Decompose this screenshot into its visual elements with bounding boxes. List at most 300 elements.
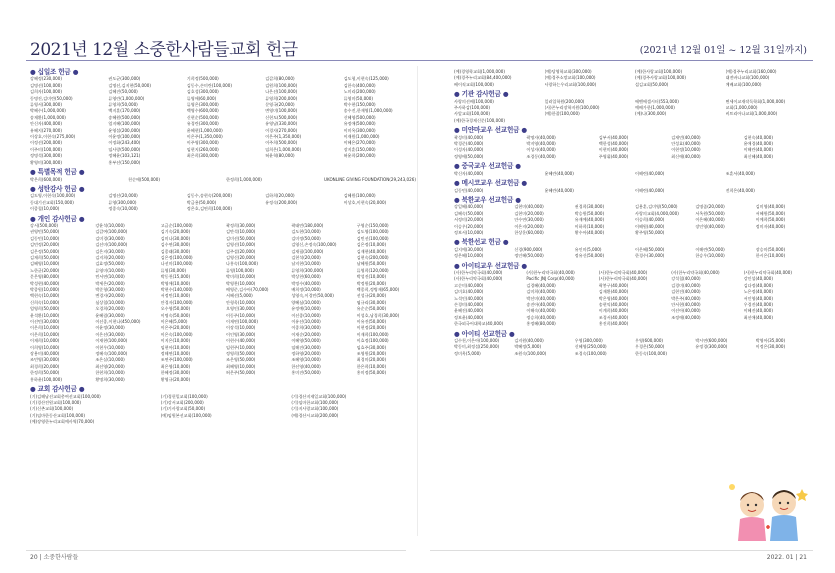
donor-entry: 정하영(20,000) bbox=[291, 351, 321, 357]
donor-entry: 윤혜림(30,000) bbox=[95, 312, 125, 318]
donor-entry: 손경미(40,000) bbox=[454, 302, 484, 307]
section-title bbox=[454, 197, 525, 203]
donor-entry: 김재환(40,000) bbox=[598, 289, 629, 295]
bullet-icon: ● bbox=[454, 179, 462, 188]
donor-entry: 김종래(30,000) bbox=[160, 248, 191, 254]
donor-entry: 문영국(20,000) bbox=[265, 102, 295, 108]
section-title-label: 교회 감사헌금 bbox=[37, 385, 77, 394]
donor-entry: 송진아(40,000) bbox=[526, 302, 556, 307]
donor-entry: 강석철(40,000) bbox=[671, 276, 701, 282]
section-title bbox=[454, 127, 531, 133]
donor-entry: 민서연(10,000) bbox=[95, 274, 125, 280]
donor-entry: 이상호,이현숙(275,000) bbox=[30, 134, 76, 140]
period-label: (2021년 12월 01일 ~ 12월 31일까지) bbox=[639, 45, 807, 56]
donor-entry: 김민정(20,000) bbox=[30, 242, 60, 248]
donor-entry: 김미영(40,000) bbox=[755, 204, 786, 210]
donor-entry: 이예희(50,000) bbox=[755, 217, 786, 223]
donor-entry: 신현순(500,000) bbox=[186, 114, 219, 120]
donor-entry: 김원희(100,000) bbox=[265, 82, 298, 88]
donor-list bbox=[30, 76, 420, 166]
donor-list bbox=[454, 135, 814, 161]
donor-entry: 김기숙(20,000) bbox=[160, 229, 191, 235]
donor-entry: 유정예(10,000) bbox=[291, 306, 321, 312]
donor-entry: (예)경주사랑교회(100,000) bbox=[635, 75, 686, 81]
donor-entry: 황영미(300,000) bbox=[30, 159, 62, 165]
donor-entry: 정영애(50,000) bbox=[454, 153, 484, 159]
donor-entry: 김현숙(200,000) bbox=[356, 254, 389, 260]
donor-entry: 최선애(40,000) bbox=[743, 314, 773, 320]
donor-entry: 심상철(10,000) bbox=[95, 299, 125, 305]
donor-entry: 에벤에셀시터(553,000) bbox=[635, 98, 679, 104]
donor-entry: 이현미(40,000) bbox=[598, 147, 629, 153]
donor-entry: 서옥원(50,000) bbox=[695, 210, 725, 216]
donor-entry: 황수아(40,000) bbox=[574, 229, 605, 235]
donor-entry: 정영희(50,000) bbox=[225, 351, 256, 357]
donor-list bbox=[30, 223, 420, 383]
donor-entry: 허윤희(200,000) bbox=[343, 153, 376, 159]
donor-entry: 조민영(30,000) bbox=[30, 357, 60, 363]
donor-entry: 황영규(20,000) bbox=[160, 376, 191, 382]
right-page-column bbox=[454, 66, 814, 359]
donor-entry: 곽봉구(40,000) bbox=[598, 282, 629, 288]
donor-entry: 류영희(120,000) bbox=[356, 267, 389, 273]
donor-entry: 서인영(40,000) bbox=[743, 295, 773, 301]
donor-entry: 이선아(40,000) bbox=[671, 308, 701, 314]
donor-entry: 장승미(50,000) bbox=[755, 246, 786, 252]
donor-entry: 섬김교회(50,000) bbox=[635, 81, 669, 87]
section-title-label: 특별목적 헌금 bbox=[37, 168, 77, 177]
donor-entry: (예)경주소망교회(100,000) bbox=[544, 75, 596, 81]
donor-entry: 김명선(100,000) bbox=[30, 82, 62, 88]
donor-list bbox=[30, 394, 420, 426]
donor-entry: (예)임원본선교회(100,000) bbox=[160, 412, 212, 418]
bullet-icon: ● bbox=[519, 261, 527, 270]
donor-entry: 김동민(40,000) bbox=[454, 187, 484, 193]
donor-entry: 김은정(50,000) bbox=[30, 248, 60, 254]
donor-entry: 유정숙(200,000) bbox=[265, 199, 298, 205]
donor-entry: 김도현(10,000) bbox=[291, 229, 321, 235]
donor-list bbox=[454, 204, 814, 236]
donor-entry: 임희은(1,000,000) bbox=[265, 146, 302, 152]
donor-entry: 이현정(10,000) bbox=[671, 147, 701, 153]
donor-list bbox=[454, 171, 814, 177]
donor-entry: 오영인(30,000) bbox=[225, 306, 256, 312]
donor-entry: 신혜영(250,000) bbox=[574, 344, 607, 350]
donor-entry: 박지영(40,000) bbox=[526, 141, 556, 147]
donor-entry: 사랑의선배(100,000) bbox=[454, 98, 494, 104]
bullet-icon: ● bbox=[454, 329, 462, 338]
donor-entry: 이승희(40,000) bbox=[634, 217, 665, 223]
donor-entry: 김다정(40,000) bbox=[743, 282, 773, 288]
donor-entry: (예)한잡(100,000) bbox=[544, 111, 580, 117]
donor-entry: 나은선(100,000) bbox=[265, 89, 298, 95]
bullet-icon: ● bbox=[30, 184, 38, 193]
section-title-label: 북한교우 선교헌금 bbox=[461, 195, 514, 204]
donor-entry: 이재연(100,000) bbox=[225, 319, 258, 325]
donor-entry: 김희자(100,000) bbox=[30, 89, 62, 95]
donor-entry: 이경자(270,000) bbox=[265, 127, 298, 133]
donor-entry: 최신혜(40,000) bbox=[743, 153, 773, 159]
bullet-icon: ● bbox=[513, 162, 521, 171]
donor-entry: 김명좀(20,000) bbox=[695, 204, 725, 210]
donor-entry: 이은주(20,000) bbox=[160, 325, 191, 331]
donor-entry: (기)지사랑교회(100,000) bbox=[291, 406, 339, 412]
donor-entry: 김은지(30,000) bbox=[95, 248, 125, 254]
donor-entry: 박은희(600,000) bbox=[30, 176, 62, 182]
donor-entry: 이효정(100,000) bbox=[356, 338, 389, 344]
section-title-label: 성탄감사 헌금 bbox=[37, 184, 77, 193]
donor-entry: 이종철(10,000) bbox=[30, 206, 60, 212]
donor-entry: 임사랑(500,000) bbox=[108, 146, 141, 152]
donor-entry: 송혜원(500,000) bbox=[108, 114, 141, 120]
donor-entry: 이재순(20,000) bbox=[291, 331, 321, 337]
donor-entry: 박은영(40,000) bbox=[598, 295, 629, 301]
donor-entry: 백영수(600,000) bbox=[186, 108, 219, 114]
donor-entry: 임현아(10,000) bbox=[160, 344, 191, 350]
donor-entry: 한정희(1,000,000) bbox=[226, 176, 262, 182]
donor-entry: 장인영(40,000) bbox=[695, 223, 725, 229]
donor-entry: 이은선(30,000) bbox=[95, 331, 125, 337]
donor-entry: (기)신촌교회(100,000) bbox=[30, 406, 74, 412]
donor-entry: 김현진(40,000) bbox=[671, 289, 701, 295]
donor-entry: 김미경(30,000) bbox=[95, 235, 125, 241]
bullet-icon: ● bbox=[76, 168, 85, 177]
donor-entry: 이성자(40,000) bbox=[526, 147, 556, 153]
donor-entry: 최은영(10,000) bbox=[160, 363, 191, 369]
donor-entry: 홍정혜(80,000) bbox=[526, 321, 556, 327]
donor-entry: 김지원(40,000) bbox=[514, 338, 544, 344]
donor-entry: 동대기선교회(150,000) bbox=[30, 199, 74, 205]
donor-entry: (예)당영학교회(300,000) bbox=[544, 69, 592, 74]
donor-entry: 김현미(20,000) bbox=[514, 210, 544, 216]
donor-entry: 백현숙(10,000) bbox=[30, 293, 60, 299]
donor-entry: 김주섭(20,000) bbox=[225, 248, 256, 254]
donor-entry: 정은혜(10,000) bbox=[454, 253, 484, 259]
donor-entry: (기)기사랑교회(50,000) bbox=[160, 406, 206, 412]
donor-entry: 이은혜(40,000) bbox=[695, 217, 725, 223]
donor-entry: (예)나(300,000) bbox=[635, 111, 667, 117]
offering-section bbox=[454, 180, 814, 194]
donor-entry: 류영희(200,000) bbox=[265, 95, 298, 101]
donor-entry: 이현우(10,000) bbox=[95, 344, 125, 350]
donor-entry: 이해란(40,000) bbox=[743, 147, 773, 153]
donor-entry: 곽정희(30,000) bbox=[225, 222, 256, 228]
donor-entry: 이해련(50,000) bbox=[695, 246, 725, 252]
donor-entry: 박시연(600,000) bbox=[695, 338, 728, 344]
donor-entry: 한경수(30,000) bbox=[634, 253, 665, 259]
donor-entry: 류영서(300,000) bbox=[30, 102, 62, 108]
section-title bbox=[454, 331, 519, 337]
donor-entry: 류영애(60,000) bbox=[186, 95, 217, 101]
offering-section bbox=[454, 263, 814, 328]
donor-entry: 대전바나교회(100,000) bbox=[725, 75, 770, 81]
donor-entry: 김수연(30,000) bbox=[160, 242, 191, 248]
donor-entry: 유인미(5,000) bbox=[574, 246, 602, 252]
donor-entry: 박상천(60,000) bbox=[291, 274, 321, 280]
donor-entry: 김하희(20,000) bbox=[265, 193, 295, 199]
donor-entry: 이해원(40,000) bbox=[634, 223, 665, 229]
donor-entry: 면세이교재작독학회(1,000,000) bbox=[725, 98, 786, 104]
title-rule bbox=[26, 60, 813, 61]
donor-entry: 노은정(40,000) bbox=[743, 289, 773, 295]
donor-entry: 문은영(80,000) bbox=[30, 274, 60, 280]
offering-section bbox=[454, 239, 814, 259]
donor-entry: 김은정(10,000) bbox=[356, 242, 387, 248]
donor-entry: 안형욱(10,000) bbox=[225, 299, 256, 305]
donor-entry: 일러입학원(200,000) bbox=[544, 98, 585, 104]
donor-entry: 남혜원(50,000) bbox=[356, 261, 387, 267]
offering-section bbox=[454, 163, 814, 177]
donor-entry: 엄영희(50,000) bbox=[30, 306, 60, 312]
donor-entry: 박영애(10,000) bbox=[160, 280, 191, 286]
donor-entry: 신혜영(500,000) bbox=[343, 114, 376, 120]
donor-entry: 김호성(300,000) bbox=[186, 89, 219, 95]
section-title-label: 메시코교우 선교헌금 bbox=[461, 179, 520, 188]
donor-entry: 박세은(20,000) bbox=[95, 280, 125, 286]
donor-entry: 최경희(20,000) bbox=[30, 363, 60, 369]
donor-entry: 김현석(20,000) bbox=[291, 254, 321, 260]
donor-entry: 한승우(10,000) bbox=[695, 253, 725, 259]
donor-entry: 이성호,남경희(30,000) bbox=[356, 312, 400, 318]
donor-entry: 정혜윤(103,121) bbox=[108, 153, 141, 159]
donor-entry: 주영휘(40,000) bbox=[598, 153, 629, 159]
donor-entry: 김미나(30,000) bbox=[160, 235, 191, 241]
donor-entry: 이은희(10,000) bbox=[30, 325, 60, 331]
donor-entry: 김부서(40,000) bbox=[598, 134, 629, 140]
donor-entry: 변영미(100,000) bbox=[265, 108, 298, 114]
donor-entry: 이종희(30,000) bbox=[291, 325, 321, 331]
donor-entry: 이선종,이현나(450,000) bbox=[95, 319, 141, 325]
donor-entry: 김도영(100,000) bbox=[356, 229, 389, 235]
donor-list bbox=[30, 177, 420, 183]
donor-entry: 이명숙(50,000) bbox=[160, 312, 191, 318]
donor-entry: 박영찬(10,000) bbox=[225, 280, 256, 286]
donor-entry: 홍미진(50,000) bbox=[291, 370, 321, 376]
donor-entry: 조훈서(40,000) bbox=[725, 170, 755, 176]
donor-entry: 김효정(50,000) bbox=[95, 261, 125, 267]
footer-right-page-number: 2022. 01 | 21 bbox=[766, 554, 807, 561]
donor-entry: 곽성미(40,000) bbox=[454, 134, 484, 140]
donor-entry: 김민선(100,000) bbox=[356, 235, 389, 241]
donor-entry: 김혜숙(50,000) bbox=[454, 210, 484, 216]
donor-entry: 안경자(100,000) bbox=[160, 299, 193, 305]
donor-entry: 정보서(10,000) bbox=[454, 229, 484, 235]
donor-entry: 나선미(100,000) bbox=[160, 261, 193, 267]
donor-entry: 김명선(20,000) bbox=[108, 193, 138, 199]
donor-entry: 이선민(30,000) bbox=[30, 319, 60, 325]
donor-entry: 황명희(30,000) bbox=[95, 376, 125, 382]
donor-entry: 이은혜(50,000) bbox=[634, 246, 665, 252]
bullet-icon: ● bbox=[30, 168, 38, 177]
donor-entry: 박동천(15,000) bbox=[160, 274, 191, 280]
donor-entry: 서혜선(5,000) bbox=[225, 293, 253, 299]
donor-entry: 강일혜(40,000) bbox=[454, 204, 484, 210]
donor-entry: 장용미(40,000) bbox=[30, 351, 60, 357]
donor-entry: (사)한누리약국회(40,000) bbox=[598, 276, 648, 282]
donor-entry: 김도영,이현숙(100,000) bbox=[30, 193, 76, 199]
donor-entry: 안수연(30,000) bbox=[514, 217, 544, 223]
donor-entry: 박미희(10,000) bbox=[225, 274, 256, 280]
donor-entry: (예)경영학교회(1,000,000) bbox=[454, 69, 505, 74]
donor-entry: 최신애(40,000) bbox=[671, 153, 701, 159]
section-title bbox=[30, 386, 88, 392]
bullet-icon: ● bbox=[76, 214, 85, 223]
donor-entry: 노한균(20,000) bbox=[30, 267, 60, 273]
donor-entry: 박신자(40,000) bbox=[454, 170, 484, 176]
donor-entry: 박선미(40,000) bbox=[526, 295, 556, 301]
section-title bbox=[454, 91, 512, 97]
donor-entry: 이은주(1,350,000) bbox=[186, 134, 223, 140]
donor-entry: 정유신(50,000) bbox=[574, 253, 605, 259]
donor-entry: 권영민(50,000) bbox=[30, 229, 60, 235]
donor-entry: 정해연(10,000) bbox=[160, 351, 191, 357]
bullet-icon: ● bbox=[76, 385, 85, 394]
donor-entry: 류영미(50,000) bbox=[343, 95, 373, 101]
donor-entry: 이주미(100,000) bbox=[30, 146, 62, 152]
section-title bbox=[30, 186, 88, 192]
offering-section bbox=[30, 186, 420, 213]
donor-entry: 송재환(1,000,000) bbox=[30, 114, 66, 120]
donor-entry: 배희정(10,000) bbox=[291, 287, 321, 292]
donor-entry: 김미호(40,000) bbox=[454, 289, 484, 295]
donor-entry: 백지훈(170,000) bbox=[108, 108, 141, 114]
donor-entry: 이미옥(300,000) bbox=[343, 127, 376, 133]
donor-entry: 유혜지(270,000) bbox=[30, 127, 62, 133]
donor-entry: 김경미(40,000) bbox=[671, 282, 701, 288]
donor-entry: 이혜영(50,000) bbox=[291, 338, 321, 344]
donor-entry: 김영선(10,000) bbox=[225, 242, 256, 248]
donor-entry: 정혜숙(100,000) bbox=[95, 351, 128, 357]
donor-entry: 서정민(10,000) bbox=[160, 293, 191, 299]
donor-entry: 김현미(40,000) bbox=[514, 204, 544, 210]
offering-section bbox=[454, 331, 814, 358]
offering-section bbox=[454, 127, 814, 160]
donor-entry: 김도형,이현숙(125,000) bbox=[343, 76, 389, 82]
donor-entry: 주사하감(100,000) bbox=[454, 105, 490, 111]
donor-entry: 조경숙(100,000) bbox=[574, 350, 607, 356]
donor-entry: (예)한국경제신문(100,000) bbox=[454, 117, 505, 123]
donor-entry: 김재희(50,000) bbox=[30, 254, 60, 260]
section-title bbox=[454, 263, 531, 269]
donor-entry: 조혜영(10,000) bbox=[291, 357, 321, 363]
donor-entry: 임해진(30,000) bbox=[291, 344, 321, 350]
donor-entry: 안신자(400,000) bbox=[30, 121, 62, 127]
donor-entry: (기)임마한동산교회(100,000) bbox=[30, 412, 85, 418]
children-illustration bbox=[722, 475, 817, 545]
bullet-icon: ● bbox=[454, 90, 462, 99]
donor-entry: 최선영(20,000) bbox=[95, 363, 125, 369]
donor-entry: 이재원(1,000,000) bbox=[343, 134, 380, 140]
donor-entry: 박현수(140,000) bbox=[160, 287, 193, 292]
donor-entry: 권도균(300,000) bbox=[108, 76, 141, 82]
donor-entry: 홍하윤(100,000) bbox=[30, 376, 62, 382]
donor-entry: 이계희(40,000) bbox=[598, 308, 629, 314]
donor-entry: 김갑희(80,000) bbox=[265, 76, 295, 82]
donor-entry: (예)한사랑교회(100,000) bbox=[635, 69, 683, 74]
donor-entry: 송현익(40,000) bbox=[598, 302, 629, 307]
donor-entry: 우경은(50,000) bbox=[634, 344, 665, 350]
donor-entry: (기)경산지제일교회(100,000) bbox=[291, 393, 347, 399]
donor-entry: 홍진희(40,000) bbox=[598, 321, 629, 327]
donor-entry: 임현주(10,000) bbox=[225, 344, 256, 350]
donor-entry: 이성자(40,000) bbox=[454, 147, 484, 153]
donor-entry: 정미옥(5,000) bbox=[454, 350, 481, 356]
donor-entry: (사)한누리약국회(40,000) bbox=[671, 269, 720, 275]
donor-entry: 김재민(40,000) bbox=[671, 134, 701, 140]
donor-entry: 베이직교회(100,000) bbox=[454, 81, 494, 87]
donor-entry: 동명진,김미란(50,000) bbox=[30, 95, 73, 101]
donor-entry: 오수영(50,000) bbox=[160, 306, 191, 312]
donor-entry: 곽태민(180,000) bbox=[291, 222, 324, 228]
donor-list bbox=[30, 193, 420, 212]
donor-entry: 박성현(40,000) bbox=[30, 280, 60, 286]
donor-entry: 천순애(500,000) bbox=[128, 176, 160, 182]
donor-entry: 이상호,이현숙(20,000) bbox=[343, 199, 387, 205]
donor-list bbox=[454, 338, 814, 357]
donor-entry: 김경혜(40,000) bbox=[526, 282, 556, 288]
donor-entry: 한현희(10,000) bbox=[95, 370, 125, 376]
donor-entry: 류영희(300,000) bbox=[291, 267, 324, 273]
donor-list bbox=[454, 270, 814, 328]
donor-entry: 윤혜현(1,000,000) bbox=[186, 127, 223, 133]
donor-entry: 박승원(50,000) bbox=[574, 210, 605, 216]
donor-entry: (기)김해남선교회총여선교회(100,000) bbox=[30, 393, 101, 399]
donor-entry: 홍부선(150,000) bbox=[108, 159, 141, 165]
donor-entry: 이해련(40,000) bbox=[635, 170, 665, 176]
donor-entry: 조은실(10,000) bbox=[95, 357, 125, 363]
donor-entry: 엄지혜(100,000) bbox=[108, 121, 141, 127]
donor-entry: 안서현(40,000) bbox=[671, 302, 701, 307]
section-title bbox=[454, 163, 525, 169]
donor-entry: 이재현(100,000) bbox=[95, 338, 128, 344]
section-title bbox=[454, 239, 512, 245]
bullet-icon: ● bbox=[454, 195, 462, 204]
donor-entry: 한은희(10,000) bbox=[356, 363, 387, 369]
donor-entry: 윤영섭(200,000) bbox=[108, 127, 141, 133]
donor-entry: 강인섭(40,000) bbox=[743, 276, 773, 282]
donor-entry: 조경동(40,000) bbox=[526, 153, 556, 159]
donor-entry: 신현도(500,000) bbox=[265, 114, 298, 120]
donor-entry: 유경란(300,000) bbox=[186, 121, 219, 127]
donor-entry: 한상운(60,000) bbox=[514, 229, 544, 235]
donor-entry: 류영은(300,000) bbox=[186, 102, 219, 108]
donor-entry: 김미희(40,000) bbox=[526, 289, 556, 295]
donor-entry: 류영란(1,000,000) bbox=[108, 95, 145, 101]
donor-entry: 변경자(20,000) bbox=[95, 293, 125, 299]
donor-entry: 유재예(40,000) bbox=[574, 217, 605, 223]
donor-entry: 배영준,김수아(70,000) bbox=[225, 287, 269, 292]
donor-entry: 이은희(10,000) bbox=[30, 331, 60, 337]
donor-entry: 윤애경(40,000) bbox=[743, 141, 773, 147]
donor-entry: 김은정(100,000) bbox=[160, 254, 193, 260]
donor-entry: 송수진,한재영(1,000,000) bbox=[343, 108, 393, 114]
donor-entry: 정은호,김연희(100,000) bbox=[186, 206, 232, 212]
donor-entry: (기)강서교회(200,000) bbox=[160, 399, 204, 405]
donor-entry: (사)한누리약국회(40,000) bbox=[454, 269, 503, 275]
donor-entry: 신희숙(10,000) bbox=[30, 299, 60, 305]
donor-entry: 김혜진(50,000) bbox=[108, 89, 138, 95]
donor-entry: 박수현(150,000) bbox=[343, 102, 376, 108]
section-title-label: 아이티 선교헌금 bbox=[461, 329, 507, 338]
bullet-icon: ● bbox=[519, 179, 527, 188]
section-title-label: 기관 감사헌금 bbox=[461, 90, 501, 99]
donor-entry: 류영(30,000) bbox=[160, 267, 187, 273]
donor-entry: 정종숙(10,000) bbox=[108, 206, 138, 212]
donor-entry: 류영미(10,000) bbox=[95, 267, 125, 273]
donor-entry: 우영(600,000) bbox=[634, 338, 664, 344]
footer-rule-left bbox=[26, 550, 406, 551]
bullet-icon: ● bbox=[519, 126, 527, 135]
